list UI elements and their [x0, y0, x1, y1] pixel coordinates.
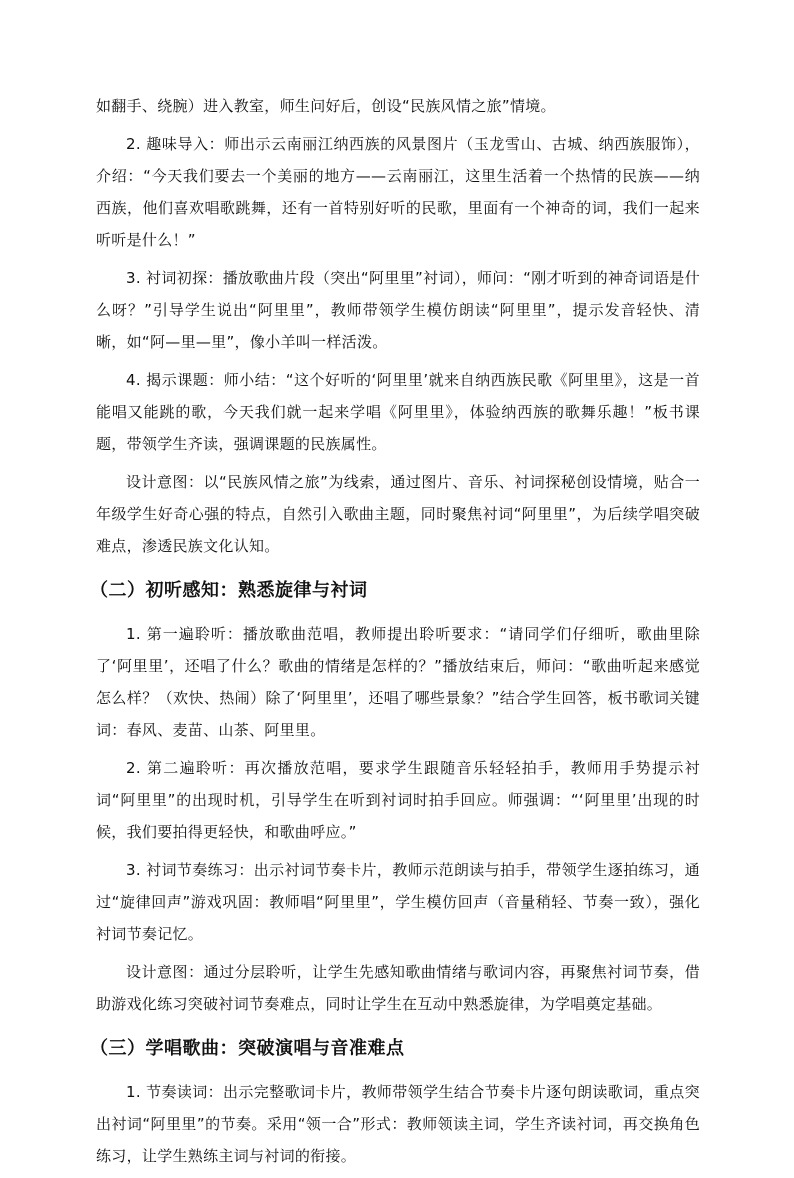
- design-intent-paragraph: 设计意图：以“民族风情之旅”为线索，通过图片、音乐、衬词探秘创设情境，贴合一年级学生好奇心强的特点，自然引入歌曲主题，同时聚焦衬词“阿里里”，为后续学唱突破难点，渗透民族文化认知。: [96, 473, 700, 555]
- paragraph: 3. 衬词节奏练习：出示衬词节奏卡片，教师示范朗读与拍手，带领学生逐拍练习，通过“旋律回声”游戏巩固：教师唱“阿里里”，学生模仿回声（音量稍轻、节奏一致），强化衬词节奏记忆。: [96, 861, 700, 943]
- paragraph: 4. 揭示课题：师小结：“这个好听的‘阿里里’就来自纳西族民歌《阿里里》，这是一首能唱又能跳的歌，今天我们就一起来学唱《阿里里》，体验纳西族的歌舞乐趣！”板书课题，带领学生齐读，强调课题的民族属性。: [96, 371, 700, 453]
- paragraph: 2. 趣味导入：师出示云南丽江纳西族的风景图片（玉龙雪山、古城、纳西族服饰），介绍：“今天我们要去一个美丽的地方——云南丽江，这里生活着一个热情的民族——纳西族，他们喜欢唱歌跳舞，还有一首特别好听的民歌，里面有一个神奇的词，我们一起来听听是什么！”: [96, 135, 700, 249]
- design-intent-paragraph: 设计意图：通过分层聆听，让学生先感知歌曲情绪与歌词内容，再聚焦衬词节奏，借助游戏化练习突破衬词节奏难点，同时让学生在互动中熟悉旋律，为学唱奠定基础。: [96, 963, 700, 1013]
- paragraph: 1. 第一遍聆听：播放歌曲范唱，教师提出聆听要求：“请同学们仔细听，歌曲里除了‘阿里里’，还唱了什么？歌曲的情绪是怎样的？”播放结束后，师问：“歌曲听起来感觉怎么样？（欢快、热闹）除了‘阿里里’，还唱了哪些景象？”结合学生回答，板书歌词关键词：春风、麦苗、山茶、阿里里。: [96, 625, 700, 739]
- section-heading: （二）初听感知：熟悉旋律与衬词: [90, 580, 368, 601]
- paragraph: 3. 衬词初探：播放歌曲片段（突出“阿里里”衬词），师问：“刚才听到的神奇词语是什么呀？”引导学生说出“阿里里”，教师带领学生模仿朗读“阿里里”，提示发音轻快、清晰，如“阿—里—里”，像小羊叫一样活泼。: [96, 269, 700, 351]
- document-body: [90, 90, 700, 1178]
- paragraph: 如翻手、绕腕）进入教室，师生问好后，创设“民族风情之旅”情境。: [96, 97, 556, 115]
- paragraph: 2. 第二遍聆听：再次播放范唱，要求学生跟随音乐轻轻拍手，教师用手势提示衬词“阿里里”的出现时机，引导学生在听到衬词时拍手回应。师强调：“‘阿里里’出现的时候，我们要拍得更轻快，和歌曲呼应。”: [96, 759, 700, 841]
- paragraph: 1. 节奏读词：出示完整歌词卡片，教师带领学生结合节奏卡片逐句朗读歌词，重点突出衬词“阿里里”的节奏。采用“领一合”形式：教师领读主词，学生齐读衬词，再交换角色练习，让学生熟练主词与衬词的衔接。: [96, 1083, 700, 1165]
- section-heading: （三）学唱歌曲：突破演唱与音准难点: [90, 1038, 405, 1059]
